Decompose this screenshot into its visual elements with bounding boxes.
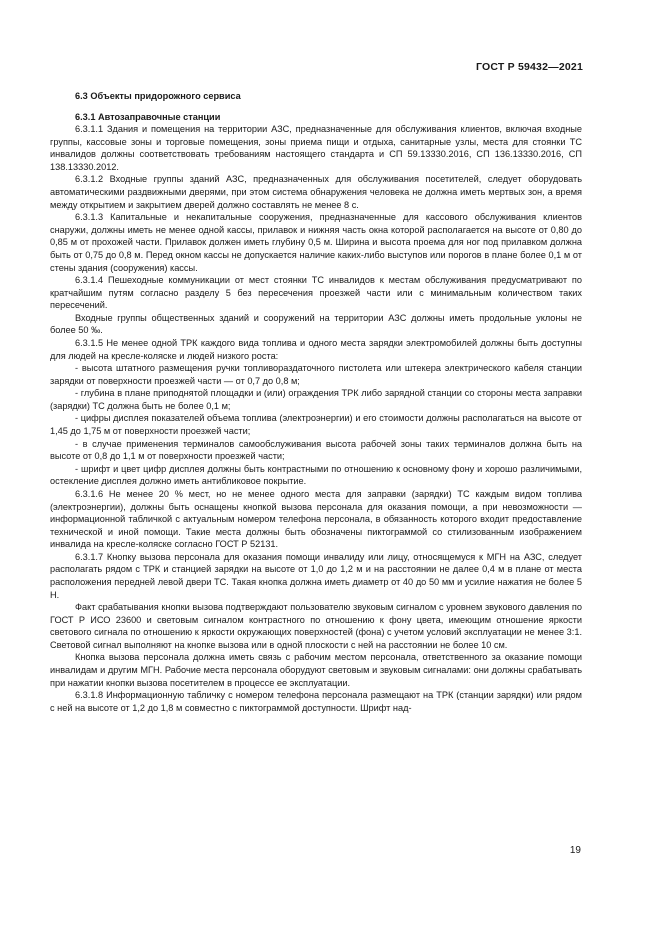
paragraph-6-3-1-7: 6.3.1.7 Кнопку вызова персонала для оказания помощи инвалиду или лицу, относящемуся к МГН на АЗС, следует располагать рядом с ТРК и станцией зарядки на высоте от 1,0 до 1,2 м и на расстоянии не далее 0,4 м в плане от места расположения передней левой двери ТС. Такая кнопка должна иметь диаметр от 40 до 50 мм и усилие нажатия не более 5 Н. [50,551,582,600]
paragraph-6-3-1-5: 6.3.1.5 Не менее одной ТРК каждого вида топлива и одного места зарядки электромобилей должны быть доступны для людей на кресле-коляске и людей низкого роста: [50,337,582,361]
paragraph-6-3-1-6: 6.3.1.6 Не менее 20 % мест, но не менее одного места для заправки (зарядки) ТС каждым видом топлива (электроэнергии), должны быть оснащены кнопкой вызова персонала для оказания помощи, а при невозможности — информационной табличкой с актуальным номером телефона персонала, в обязанность которого входит предоставление технической и иной помощи. Такие места должны быть обозначены пиктограммой со стилизованным изображением инвалида на кресле-коляске согласно ГОСТ Р 52131. [50,488,582,550]
page-number: 19 [569,845,581,856]
paragraph-call-confirmation: Факт срабатывания кнопки вызова подтверждают пользователю звуковым сигналом с уровнем звукового давления по ГОСТ Р ИСО 23600 и световым сигналом контрастного по отношению к фону цвета, имеющим отношение яркости светового сигнала по отношению к яркости окружающих поверхностей (фона) с учетом условий эксплуатации не менее 3:1. Световой сигнал выполняют на кнопке вызова или в одной плоскости с ней на расстоянии не более 10 см. [50,602,582,650]
paragraph-6-3-1-8: 6.3.1.8 Информационную табличку с номером телефона персонала размещают на ТРК (станции зарядки) или рядом с ней на высоте от 1,2 до 1,8 м совместно с пиктограммой доступности. Шрифт над- [50,690,582,713]
paragraph-6-3-1-3: 6.3.1.3 Капитальные и некапитальные сооружения, предназначенные для кассового обслуживания клиентов снаружи, должны иметь не менее одной кассы, прилавок и нижняя часть окна которой располагается на высоте от 0,80 до 0,85 м от прохожей части. Прилавок должен иметь глубину 0,5 м. Ширина и высота проема для ног под прилавком должна быть от 0,75 до 0,8 м. Перед окном кассы не допускается наличие каких-либо выступов или порогов в плане более 0,1 м от стены здания (сооружения) кассы. [50,212,582,273]
list-item-platform-depth: - глубина в плане приподнятой площадки и (или) ограждения ТРК либо зарядной станции со стороны места заправки (зарядки) ТС должна быть не более 0,1 м; [50,388,582,411]
paragraph-6-3-1-1: 6.3.1.1 Здания и помещения на территории АЗС, предназначенные для обслуживания клиентов, включая входные группы, кассовые зоны и торговые помещения, зоны приема пищи и отдыха, санитарные узлы, места для стоянки ТС инвалидов должны соответствовать требованиям настоящего стандарта и СП 59.13330.2016, СП 136.13330.2016, СП 138.13330.2012. [50,124,582,172]
paragraph-6-3-1-4: 6.3.1.4 Пешеходные коммуникации от мест стоянки ТС инвалидов к местам обслуживания предусматривают по кратчайшим путям согласно разделу 5 без пересечения проезжей части или с минимальным количеством таких пересечений. [50,275,582,311]
paragraph-call-connection: Кнопка вызова персонала должна иметь связь с рабочим местом персонала, ответственного за оказание помощи инвалидам и другим МГН. Рабочие места персонала оборудуют световым и звуковым сигналами: они должны срабатывать при нажатии кнопки вызова посетителем в процессе ее эксплуатации. [50,652,582,688]
list-item-display-contrast: - шрифт и цвет цифр дисплея должны быть контрастными по отношению к основному фону и хорошо различимыми, остекление дисплея должно иметь антибликовое покрытие. [50,463,582,487]
document-body [50,88,582,714]
list-item-terminal-height: - в случае применения терминалов самообслуживания высота рабочей зоны таких терминалов должна быть на высоте от 0,8 до 1,1 м от поверхности проезжей части; [50,438,582,462]
paragraph-6-3-1-2: 6.3.1.2 Входные группы зданий АЗС, предназначенных для обслуживания посетителей, следует оборудовать автоматическими раздвижными дверями, при этом система обнаружения человека не должна иметь мертвых зон, а время между открытием и закрытием дверей должно составлять не менее 8 с. [50,174,582,210]
paragraph-entrance-slopes: Входные группы общественных зданий и сооружений на территории АЗС должны иметь продольные уклоны не более 50 ‰. [50,312,582,336]
list-item-display-height: - цифры дисплея показателей объема топлива (электроэнергии) и его стоимости должны располагаться на высоте от 1,45 до 1,75 м от поверхности проезжей части; [50,413,582,437]
list-item-nozzle-height: - высота штатного размещения ручки топливораздаточного пистолета или штекера электрического кабеля станции зарядки от поверхности проезжей части — от 0,7 до 0,8 м; [50,363,582,386]
document-header-code: ГОСТ Р 59432—2021 [475,61,583,73]
subsection-heading: 6.3.1 Автозаправочные станции [75,111,221,122]
section-heading: 6.3 Объекты придорожного сервиса [75,91,241,101]
